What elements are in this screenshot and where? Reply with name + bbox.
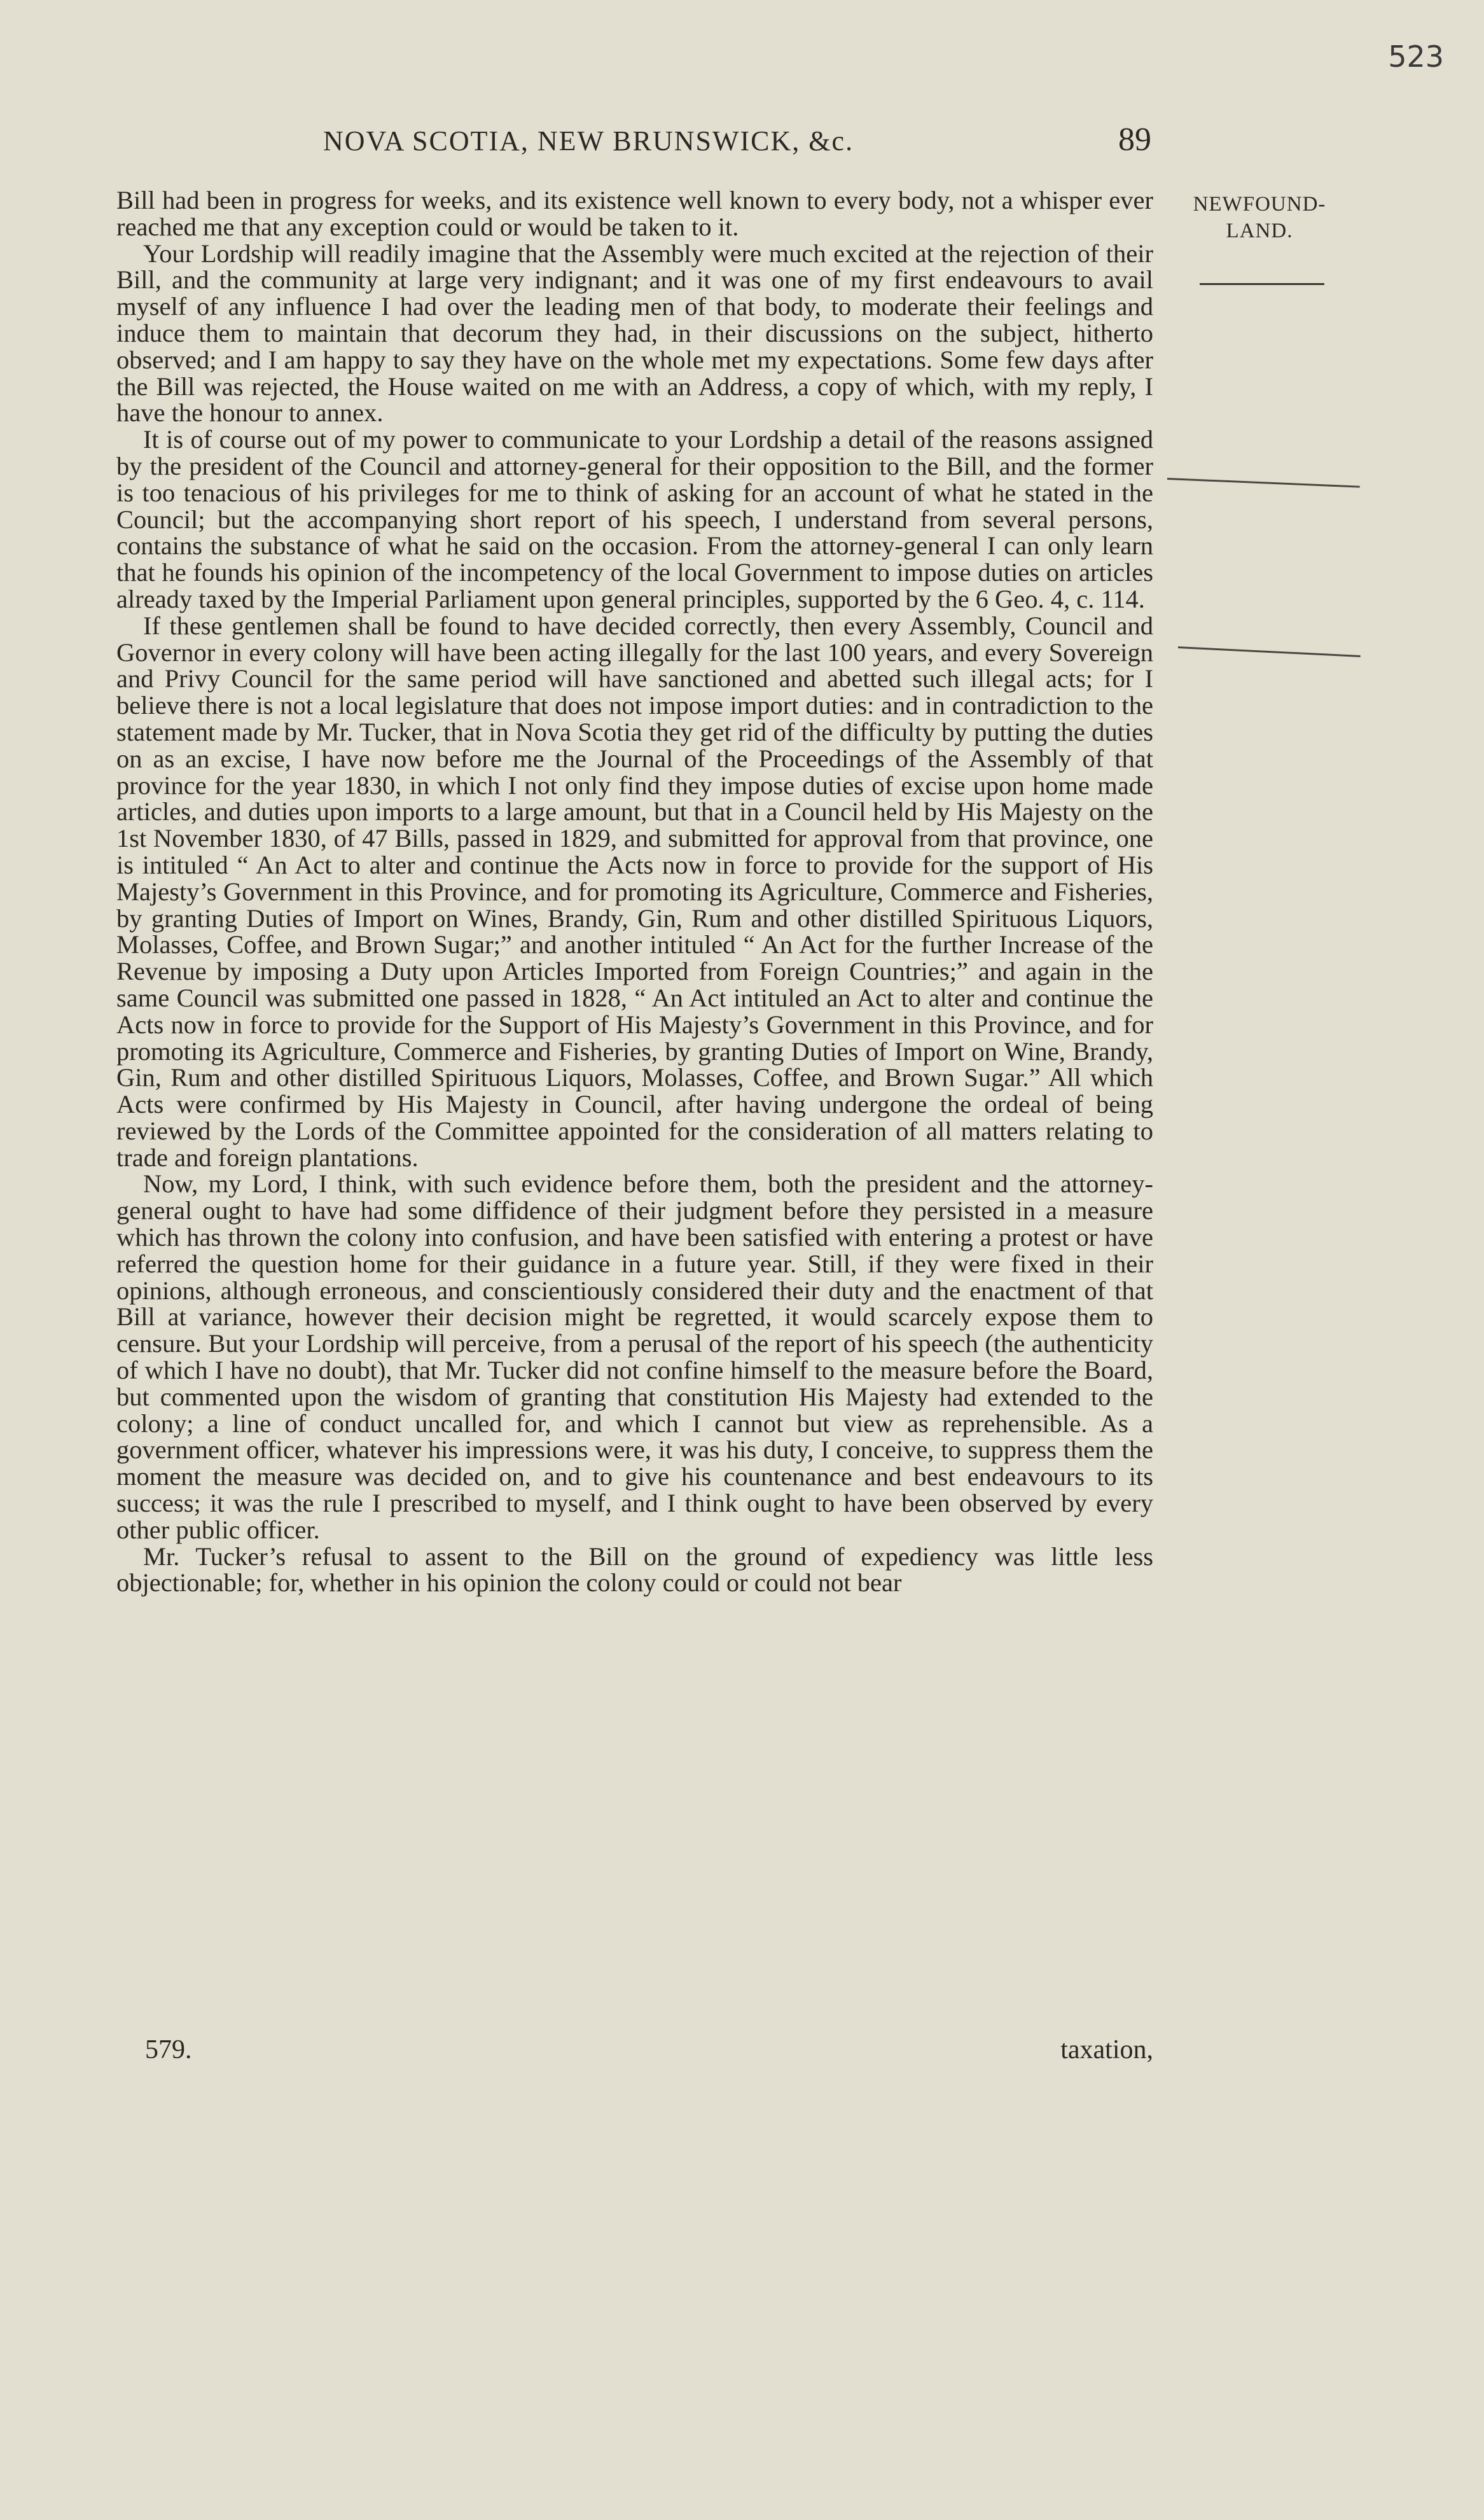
- paragraph: Now, my Lord, I think, with such evidence before them, both the president and the attorney-general ought to have had some diffidence of their judgment before they persisted in a measure which has thrown the colony into confusion, and have been satisfied with entering a protest or have referred the question home for their guidance in a future year. Still, if they were fixed in their opinions, although erroneous, and conscientiously considered their duty and the enactment of that Bill at variance, however their decision might be regretted, it would scarcely expose them to censure. But your Lordship will perceive, from a perusal of the report of his speech (the authenticity of which I have no doubt), that Mr. Tucker did not confine himself to the measure before the Board, but commented upon the wisdom of granting that constitution His Majesty had extended to the colony; a line of conduct uncalled for, and which I cannot but view as reprehensible. As a government officer, whatever his impressions were, it was his duty, I conceive, to suppress them the moment the measure was decided on, and to give his countenance and best endeavours to its success; it was the rule I prescribed to myself, and I think ought to have been observed by every other public officer.: [116, 1169, 1153, 1544]
- paragraph: If these gentlemen shall be found to have decided correctly, then every Assembly, Council and Governor in every colony will have been acting illegally for the last 100 years, and every Sovereign and Privy Council for the same period will have sanctioned and abetted such illegal acts; for I believe there is not a local legislature that does not impose import duties: and in contradiction to the statement made by Mr. Tucker, that in Nova Scotia they get rid of the difficulty by putting the duties on as an excise, I have now before me the Journal of the Proceedings of the Assembly of that province for the year 1830, in which I not only find they impose duties of excise upon home made articles, and duties upon imports to a large amount, but that in a Council held by His Majesty on the 1st November 1830, of 47 Bills, passed in 1829, and submitted for approval from that province, one is intituled “ An Act to alter and continue the Acts now in force to provide for the support of His Majesty’s Government in this Province, and for promoting its Agriculture, Commerce and Fisheries, by granting Duties of Import on Wines, Brandy, Gin, Rum and other distilled Spirituous Liquors, Molasses, Coffee, and Brown Sugar;” and another intituled “ An Act for the further Increase of the Revenue by imposing a Duty upon Articles Imported from Foreign Countries;” and again in the same Council was submitted one passed in 1828, “ An Act intituled an Act to alter and continue the Acts now in force to provide for the Support of His Majesty’s Government in this Province, and for promoting its Agriculture, Commerce and Fisheries, by granting Duties of Import on Wine, Brandy, Gin, Rum and other distilled Spirituous Liquors, Molasses, Coffee, and Brown Sugar.” All which Acts were confirmed by His Majesty in Council, after having undergone the ordeal of being reviewed by the Lords of the Committee appointed for the consideration of all matters relating to trade and foreign plantations.: [116, 611, 1153, 1172]
- folio: 89: [1118, 122, 1151, 158]
- paragraph: Mr. Tucker’s refusal to assent to the Bill on the ground of expediency was little less objectionable; for, whether in his opinion the colony could or could not bear: [116, 1542, 1153, 1598]
- body-text: [116, 187, 1153, 1596]
- paragraph: Your Lordship will readily imagine that the Assembly were much excited at the rejection of their Bill, and the community at large very indignant; and it was one of my first endeavours to avail myself of any influence I had over the leading men of that body, to moderate their feelings and induce them to maintain that decorum they had, in their discussions on the subject, hitherto observed; and I am happy to say they have on the whole met my expectations. Some few days after the Bill was rejected, the House waited on me with an Address, a copy of which, with my reply, I have the honour to annex.: [116, 239, 1153, 428]
- catchword: taxation,: [1060, 2035, 1153, 2064]
- paragraph: It is of course out of my power to communicate to your Lordship a detail of the reasons assigned by the president of the Council and attorney-general for their opposition to the Bill, and the former is too tenacious of his privileges for me to think of asking for an account of what he stated in the Council; but the accompanying short report of his speech, I understand from several persons, contains the substance of what he said on the occasion. From the attorney-general I can only learn that he founds his opinion of the incompetency of the local Government to impose duties on articles already taxed by the Imperial Parliament upon general principles, supported by the 6 Geo. 4, c. 114.: [116, 425, 1153, 613]
- margin-note-rule: [1200, 283, 1324, 285]
- page-number: 523: [1388, 39, 1444, 74]
- running-head: NOVA SCOTIA, NEW BRUNSWICK, &c.: [323, 125, 854, 157]
- signature-mark: 579.: [145, 2035, 192, 2064]
- margin-pencil-mark: [1178, 646, 1361, 657]
- margin-note: NEWFOUND- LAND.: [1193, 193, 1326, 242]
- margin-pencil-mark: [1167, 478, 1360, 488]
- paragraph: Bill had been in progress for weeks, and its existence well known to every body, not a whisper ever reached me that any exception could or would be taken to it.: [116, 186, 1153, 241]
